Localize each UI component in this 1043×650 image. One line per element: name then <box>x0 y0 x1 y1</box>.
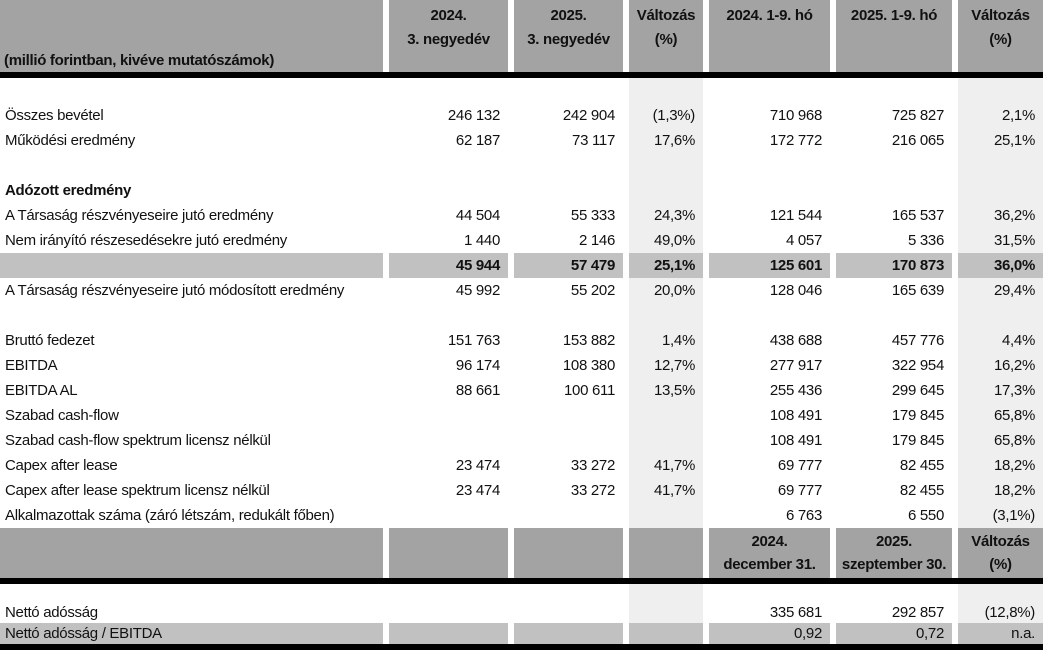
value-cell: 25,1% <box>952 128 1043 153</box>
value-cell: 69 777 <box>703 478 830 503</box>
spacer-row <box>0 153 1043 178</box>
table-row <box>0 228 1043 253</box>
value-cell: n.a. <box>952 623 1043 644</box>
value-cell <box>383 303 508 328</box>
header-line1: 2024. 1-9. hó <box>726 7 813 24</box>
header2-empty <box>623 528 703 578</box>
value-cell: 108 491 <box>703 403 830 428</box>
value-cell <box>830 303 952 328</box>
value-cell: 96 174 <box>383 353 508 378</box>
value-cell: 153 882 <box>508 328 623 353</box>
value-cell <box>623 428 703 453</box>
bottom-border <box>0 644 1043 650</box>
value-cell: 31,5% <box>952 228 1043 253</box>
table-row <box>0 378 1043 403</box>
table-row <box>0 278 1043 303</box>
value-cell: 41,7% <box>623 478 703 503</box>
value-cell <box>508 503 623 528</box>
value-cell <box>703 178 830 203</box>
header-line1: 2024. <box>751 533 788 550</box>
value-cell <box>623 303 703 328</box>
value-cell: 100 611 <box>508 378 623 403</box>
value-cell: 65,8% <box>952 428 1043 453</box>
value-cell <box>383 584 508 602</box>
table-body <box>0 78 1043 528</box>
value-cell: 62 187 <box>383 128 508 153</box>
value-cell: 335 681 <box>703 602 830 623</box>
value-cell <box>952 584 1043 602</box>
header-line1: Változás <box>971 7 1030 24</box>
row-label <box>0 153 383 178</box>
value-cell: 17,6% <box>623 128 703 153</box>
value-cell: 69 777 <box>703 453 830 478</box>
value-cell: 4,4% <box>952 328 1043 353</box>
header2-empty <box>383 528 508 578</box>
value-cell: 725 827 <box>830 103 952 128</box>
value-cell: (3,1%) <box>952 503 1043 528</box>
table-row <box>0 503 1043 528</box>
row-label: Összes bevétel <box>5 107 104 124</box>
value-cell: 0,72 <box>830 623 952 644</box>
value-cell <box>952 78 1043 103</box>
value-cell: 1,4% <box>623 328 703 353</box>
value-cell: 165 537 <box>830 203 952 228</box>
value-cell: 33 272 <box>508 453 623 478</box>
unit-note: (millió forintban, kivéve mutatószámok) <box>0 0 383 72</box>
value-cell: 82 455 <box>830 478 952 503</box>
table-row <box>0 478 1043 503</box>
header-line2: 3. negyedév <box>527 31 610 48</box>
row-label: Szabad cash-flow spektrum licensz nélkül <box>5 432 271 449</box>
value-cell: 242 904 <box>508 103 623 128</box>
header-change-9m <box>952 0 1043 72</box>
value-cell <box>383 178 508 203</box>
row-label: EBITDA AL <box>5 382 78 399</box>
table-row <box>0 328 1043 353</box>
subtotal-row <box>0 253 1043 278</box>
value-cell <box>508 584 623 602</box>
value-cell: 255 436 <box>703 378 830 403</box>
value-cell: 13,5% <box>623 378 703 403</box>
table-row <box>0 203 1043 228</box>
header-2025-sep30 <box>830 528 952 578</box>
value-cell <box>952 303 1043 328</box>
value-cell <box>508 303 623 328</box>
value-cell <box>623 403 703 428</box>
header-line1: 2025. <box>550 7 587 24</box>
value-cell: 277 917 <box>703 353 830 378</box>
value-cell: 6 550 <box>830 503 952 528</box>
value-cell: 4 057 <box>703 228 830 253</box>
value-cell: 33 272 <box>508 478 623 503</box>
value-cell <box>703 153 830 178</box>
value-cell <box>952 153 1043 178</box>
value-cell <box>383 623 508 644</box>
value-cell: 55 202 <box>508 278 623 303</box>
value-cell: 16,2% <box>952 353 1043 378</box>
header-line2: szeptember 30. <box>841 556 947 573</box>
row-label <box>0 303 383 328</box>
value-cell: 82 455 <box>830 453 952 478</box>
header-line1: Változás <box>971 533 1030 550</box>
value-cell: 65,8% <box>952 403 1043 428</box>
value-cell: 6 763 <box>703 503 830 528</box>
value-cell <box>383 602 508 623</box>
value-cell <box>383 153 508 178</box>
value-cell <box>830 584 952 602</box>
table-row <box>0 453 1043 478</box>
row-label: Adózott eredmény <box>5 182 132 199</box>
value-cell: 23 474 <box>383 453 508 478</box>
value-cell <box>508 178 623 203</box>
value-cell: 0,92 <box>703 623 830 644</box>
value-cell: 1 440 <box>383 228 508 253</box>
value-cell <box>508 403 623 428</box>
header-line2: (%) <box>654 31 678 48</box>
value-cell: 29,4% <box>952 278 1043 303</box>
value-cell: 5 336 <box>830 228 952 253</box>
value-cell: 128 046 <box>703 278 830 303</box>
value-cell <box>383 403 508 428</box>
table-row <box>0 623 1043 644</box>
value-cell <box>383 503 508 528</box>
header-line1: 2024. <box>430 7 467 24</box>
value-cell <box>623 503 703 528</box>
value-cell: 438 688 <box>703 328 830 353</box>
header-line1: 2025. 1-9. hó <box>850 7 938 24</box>
value-cell: 292 857 <box>830 602 952 623</box>
value-cell <box>703 303 830 328</box>
value-cell: 216 065 <box>830 128 952 153</box>
row-label: Capex after lease <box>5 457 118 474</box>
row-label: A Társaság részvényeseire jutó eredmény <box>5 207 274 224</box>
value-cell <box>383 428 508 453</box>
value-cell <box>830 153 952 178</box>
table-row <box>0 403 1043 428</box>
value-cell: 121 544 <box>703 203 830 228</box>
table-row <box>0 103 1043 128</box>
value-cell: 88 661 <box>383 378 508 403</box>
value-cell: 36,0% <box>952 253 1043 278</box>
table-header-row-balance <box>0 528 1043 578</box>
table-bottom-section <box>0 584 1043 644</box>
table-row <box>0 428 1043 453</box>
value-cell: 172 772 <box>703 128 830 153</box>
row-label: Szabad cash-flow <box>5 407 119 424</box>
spacer-row <box>0 584 1043 602</box>
value-cell: 165 639 <box>830 278 952 303</box>
table-row <box>0 178 1043 203</box>
row-label: Capex after lease spektrum licensz nélkül <box>5 482 270 499</box>
value-cell: 73 117 <box>508 128 623 153</box>
value-cell <box>508 602 623 623</box>
value-cell <box>508 428 623 453</box>
header-line1: 2025. <box>875 533 913 550</box>
value-cell: 179 845 <box>830 428 952 453</box>
row-label <box>0 78 383 103</box>
value-cell <box>703 584 830 602</box>
value-cell <box>703 78 830 103</box>
value-cell <box>508 153 623 178</box>
value-cell: 44 504 <box>383 203 508 228</box>
value-cell <box>623 78 703 103</box>
value-cell: (1,3%) <box>623 103 703 128</box>
row-label: A Társaság részvényeseire jutó módosított eredmény <box>5 282 345 299</box>
value-cell: 25,1% <box>623 253 703 278</box>
value-cell: 299 645 <box>830 378 952 403</box>
value-cell: 457 776 <box>830 328 952 353</box>
value-cell: 49,0% <box>623 228 703 253</box>
value-cell <box>623 178 703 203</box>
value-cell <box>508 623 623 644</box>
value-cell: 24,3% <box>623 203 703 228</box>
value-cell: 246 132 <box>383 103 508 128</box>
value-cell <box>383 78 508 103</box>
table-row <box>0 602 1043 623</box>
value-cell: 17,3% <box>952 378 1043 403</box>
header-line2: december 31. <box>723 556 816 573</box>
row-label: Nem irányító részesedésekre jutó eredmény <box>5 232 288 249</box>
value-cell: 18,2% <box>952 478 1043 503</box>
header-2025-9m <box>830 0 952 72</box>
header-change-q <box>623 0 703 72</box>
header-2025-q3 <box>508 0 623 72</box>
value-cell <box>830 178 952 203</box>
value-cell: 710 968 <box>703 103 830 128</box>
value-cell: 2,1% <box>952 103 1043 128</box>
table-row <box>0 128 1043 153</box>
value-cell: 108 491 <box>703 428 830 453</box>
value-cell <box>623 584 703 602</box>
value-cell: 55 333 <box>508 203 623 228</box>
header-line2: 3. negyedév <box>407 31 490 48</box>
value-cell: 18,2% <box>952 453 1043 478</box>
header-line1: Változás <box>636 7 696 24</box>
row-label: EBITDA <box>5 357 58 374</box>
table-row <box>0 353 1043 378</box>
value-cell: 2 146 <box>508 228 623 253</box>
value-cell: (12,8%) <box>952 602 1043 623</box>
value-cell <box>623 623 703 644</box>
value-cell <box>623 153 703 178</box>
value-cell: 179 845 <box>830 403 952 428</box>
value-cell <box>830 78 952 103</box>
value-cell: 41,7% <box>623 453 703 478</box>
header-2024-dec31 <box>703 528 830 578</box>
row-label: Nettó adósság <box>5 604 98 621</box>
header-2024-9m <box>703 0 830 72</box>
spacer-row <box>0 303 1043 328</box>
header-line2: (%) <box>989 31 1012 48</box>
spacer-row <box>0 78 1043 103</box>
value-cell <box>508 78 623 103</box>
value-cell: 151 763 <box>383 328 508 353</box>
value-cell: 170 873 <box>830 253 952 278</box>
value-cell: 57 479 <box>508 253 623 278</box>
row-label <box>0 253 383 278</box>
header-2024-q3 <box>383 0 508 72</box>
value-cell: 322 954 <box>830 353 952 378</box>
value-cell: 23 474 <box>383 478 508 503</box>
value-cell <box>952 178 1043 203</box>
value-cell: 36,2% <box>952 203 1043 228</box>
header-change-balance <box>952 528 1043 578</box>
row-label: Alkalmazottak száma (záró létszám, redukált főben) <box>5 507 335 524</box>
value-cell <box>623 602 703 623</box>
row-label: Nettó adósság / EBITDA <box>0 623 383 644</box>
row-label: Működési eredmény <box>5 132 135 149</box>
header2-empty <box>0 528 383 578</box>
table-header-row-quarterly <box>0 0 1043 72</box>
value-cell: 45 992 <box>383 278 508 303</box>
header2-empty <box>508 528 623 578</box>
value-cell: 125 601 <box>703 253 830 278</box>
header-line2: (%) <box>989 556 1012 573</box>
row-label <box>0 584 383 602</box>
value-cell: 12,7% <box>623 353 703 378</box>
value-cell: 45 944 <box>383 253 508 278</box>
value-cell: 20,0% <box>623 278 703 303</box>
row-label: Bruttó fedezet <box>5 332 95 349</box>
value-cell: 108 380 <box>508 353 623 378</box>
